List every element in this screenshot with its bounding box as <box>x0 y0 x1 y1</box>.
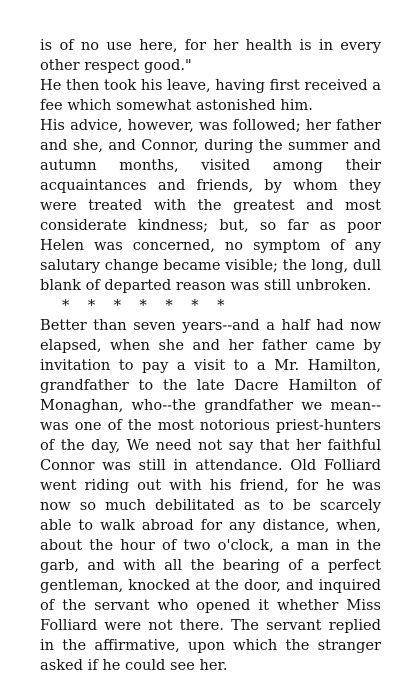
paragraph-2: He then took his leave, having first received a fee which somewhat astonished him. <box>40 77 381 114</box>
section-separator: * * * * * * * <box>62 297 225 314</box>
paragraph-1: is of no use here, for her health is in every other respect good." <box>40 37 381 74</box>
paragraph-4: Better than seven years--and a half had now elapsed, when she and her father came by invitation to pay a visit to a Mr. Hamilton, grandfather to the late Dacre Hamilton of Monaghan, who--the grandfather we mean--was one of the most notorious priest-hunters of the day, We need not say that her faithful Connor was still in attendance. Old Folliard went riding out with his friend, for he was now so much debilitated as to be scarcely able to walk abroad for any distance, when, about the hour of two o'clock, a man in the garb, and with all the bearing of a perfect gentleman, knocked at the door, and inquired of the servant who opened it whether Miss Folliard were not there. The servant replied in the affirmative, upon which the stranger asked if he could see her. <box>40 317 381 674</box>
book-page <box>40 36 381 676</box>
paragraph-3: His advice, however, was followed; her father and she, and Connor, during the summer and autumn months, visited among their acquaintances and friends, by whom they were treated with the greatest and most considerate kindness; but, so far as poor Helen was concerned, no symptom of any salutary change became visible; the long, dull blank of departed reason was still unbroken. <box>40 117 381 294</box>
